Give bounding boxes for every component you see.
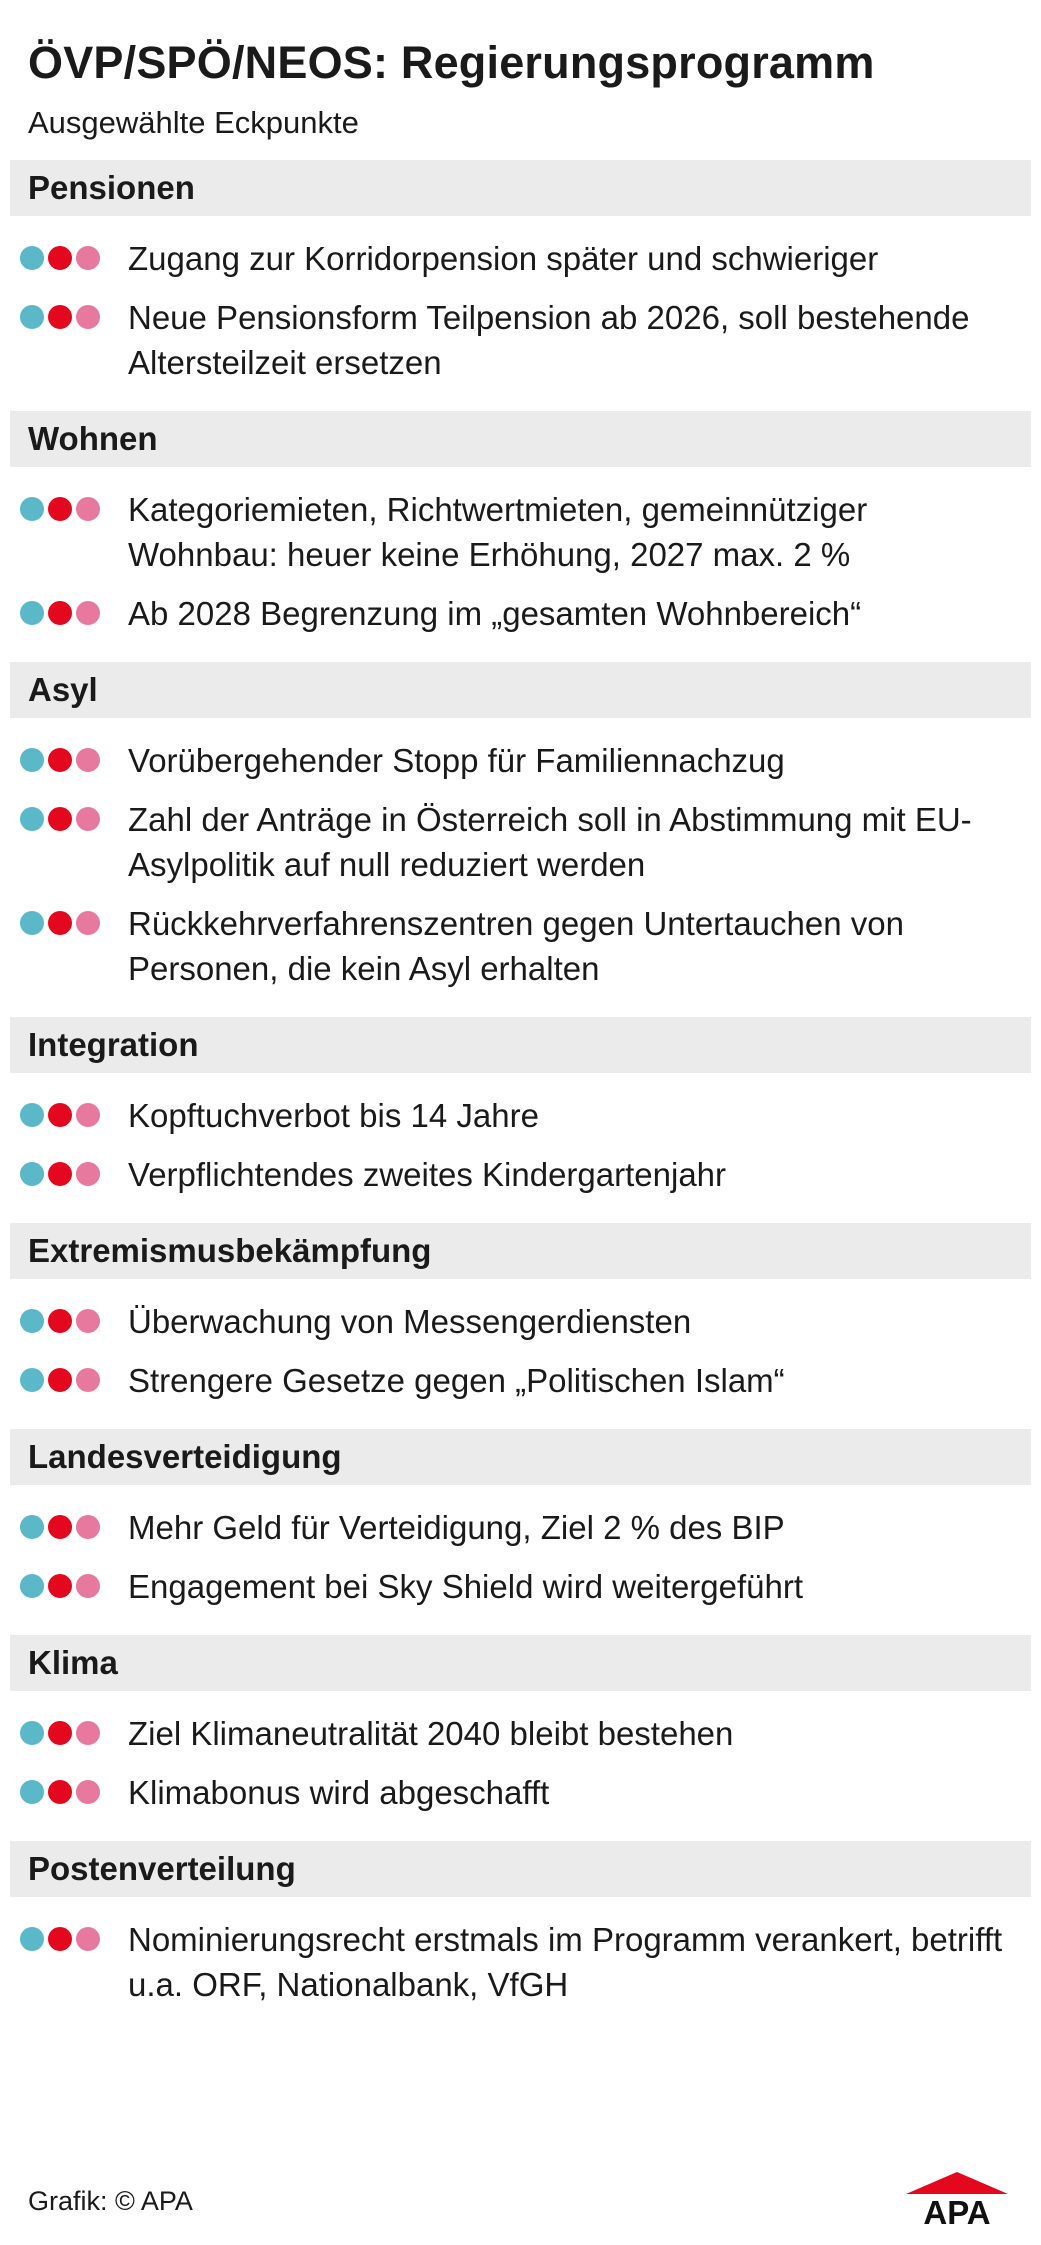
item-text: Überwachung von Messengerdiensten bbox=[128, 1303, 692, 1340]
item-text: Mehr Geld für Verteidigung, Ziel 2 % des BIP bbox=[128, 1509, 785, 1546]
oevp-dot-icon bbox=[20, 246, 44, 270]
section bbox=[10, 1429, 1031, 1609]
party-dots bbox=[10, 1711, 128, 1745]
neos-dot-icon bbox=[76, 497, 100, 521]
list-item bbox=[10, 1711, 1031, 1756]
list-item bbox=[10, 236, 1031, 281]
item-text: Vorübergehender Stopp für Familiennachzug bbox=[128, 742, 785, 779]
list-item bbox=[10, 1917, 1031, 2007]
item-text: Klimabonus wird abgeschafft bbox=[128, 1774, 550, 1811]
item-text: Rückkehrverfahrenszentren gegen Untertauchen von Personen, die kein Asyl erhalten bbox=[128, 905, 904, 987]
section-heading: Extremismusbekämpfung bbox=[10, 1223, 1031, 1279]
oevp-dot-icon bbox=[20, 911, 44, 935]
page-subtitle: Ausgewählte Eckpunkte bbox=[28, 105, 359, 140]
neos-dot-icon bbox=[76, 1927, 100, 1951]
item-text: Zugang zur Korridorpension später und schwieriger bbox=[128, 240, 879, 277]
neos-dot-icon bbox=[76, 1103, 100, 1127]
neos-dot-icon bbox=[76, 305, 100, 329]
item-text: Verpflichtendes zweites Kindergartenjahr bbox=[128, 1156, 727, 1193]
section-heading: Klima bbox=[10, 1635, 1031, 1691]
neos-dot-icon bbox=[76, 1515, 100, 1539]
item-text: Ziel Klimaneutralität 2040 bleibt bestehen bbox=[128, 1715, 734, 1752]
page-title: ÖVP/SPÖ/NEOS: Regierungsprogramm bbox=[28, 37, 875, 88]
list-item bbox=[10, 1152, 1031, 1197]
spoe-dot-icon bbox=[48, 1103, 72, 1127]
svg-text:APA: APA bbox=[923, 2194, 991, 2228]
apa-logo bbox=[898, 2172, 1016, 2228]
neos-dot-icon bbox=[76, 1721, 100, 1745]
party-dots bbox=[10, 487, 128, 521]
oevp-dot-icon bbox=[20, 1574, 44, 1598]
item-text: Kategoriemieten, Richtwertmieten, gemeinnütziger Wohnbau: heuer keine Erhöhung, 2027 max. 2 % bbox=[128, 491, 868, 573]
list-item bbox=[10, 1564, 1031, 1609]
section bbox=[10, 1841, 1031, 2007]
party-dots bbox=[10, 901, 128, 935]
list-item bbox=[10, 487, 1031, 577]
section-heading: Pensionen bbox=[10, 160, 1031, 216]
oevp-dot-icon bbox=[20, 497, 44, 521]
spoe-dot-icon bbox=[48, 807, 72, 831]
section-heading: Wohnen bbox=[10, 411, 1031, 467]
list-item bbox=[10, 901, 1031, 991]
oevp-dot-icon bbox=[20, 1103, 44, 1127]
item-text: Nominierungsrecht erstmals im Programm verankert, betrifft u.a. ORF, Nationalbank, VfGH bbox=[128, 1921, 1003, 2003]
neos-dot-icon bbox=[76, 246, 100, 270]
section bbox=[10, 1223, 1031, 1403]
oevp-dot-icon bbox=[20, 748, 44, 772]
oevp-dot-icon bbox=[20, 1721, 44, 1745]
spoe-dot-icon bbox=[48, 1574, 72, 1598]
party-dots bbox=[10, 1770, 128, 1804]
party-dots bbox=[10, 591, 128, 625]
oevp-dot-icon bbox=[20, 1162, 44, 1186]
neos-dot-icon bbox=[76, 1574, 100, 1598]
spoe-dot-icon bbox=[48, 601, 72, 625]
party-dots bbox=[10, 236, 128, 270]
neos-dot-icon bbox=[76, 748, 100, 772]
party-dots bbox=[10, 738, 128, 772]
section bbox=[10, 1635, 1031, 1815]
item-text: Zahl der Anträge in Österreich soll in Abstimmung mit EU-Asylpolitik auf null reduziert werden bbox=[128, 801, 972, 883]
list-item bbox=[10, 591, 1031, 636]
spoe-dot-icon bbox=[48, 1721, 72, 1745]
item-text: Ab 2028 Begrenzung im „gesamten Wohnbereich“ bbox=[128, 595, 862, 632]
section bbox=[10, 662, 1031, 991]
spoe-dot-icon bbox=[48, 1309, 72, 1333]
neos-dot-icon bbox=[76, 911, 100, 935]
party-dots bbox=[10, 1152, 128, 1186]
party-dots bbox=[10, 1358, 128, 1392]
spoe-dot-icon bbox=[48, 1515, 72, 1539]
list-item bbox=[10, 1093, 1031, 1138]
party-dots bbox=[10, 295, 128, 329]
sections-list bbox=[10, 160, 1031, 2007]
item-text: Strengere Gesetze gegen „Politischen Islam“ bbox=[128, 1362, 785, 1399]
spoe-dot-icon bbox=[48, 246, 72, 270]
spoe-dot-icon bbox=[48, 748, 72, 772]
section-heading: Landesverteidigung bbox=[10, 1429, 1031, 1485]
party-dots bbox=[10, 1505, 128, 1539]
spoe-dot-icon bbox=[48, 497, 72, 521]
oevp-dot-icon bbox=[20, 1780, 44, 1804]
oevp-dot-icon bbox=[20, 807, 44, 831]
list-item bbox=[10, 797, 1031, 887]
party-dots bbox=[10, 1299, 128, 1333]
section bbox=[10, 411, 1031, 636]
item-text: Kopftuchverbot bis 14 Jahre bbox=[128, 1097, 539, 1134]
oevp-dot-icon bbox=[20, 601, 44, 625]
spoe-dot-icon bbox=[48, 305, 72, 329]
list-item bbox=[10, 1299, 1031, 1344]
neos-dot-icon bbox=[76, 601, 100, 625]
spoe-dot-icon bbox=[48, 1927, 72, 1951]
oevp-dot-icon bbox=[20, 1515, 44, 1539]
section bbox=[10, 1017, 1031, 1197]
party-dots bbox=[10, 1917, 128, 1951]
spoe-dot-icon bbox=[48, 1162, 72, 1186]
neos-dot-icon bbox=[76, 1309, 100, 1333]
item-text: Neue Pensionsform Teilpension ab 2026, soll bestehende Altersteilzeit ersetzen bbox=[128, 299, 970, 381]
party-dots bbox=[10, 797, 128, 831]
list-item bbox=[10, 295, 1031, 385]
oevp-dot-icon bbox=[20, 305, 44, 329]
credit-text: Grafik: © APA bbox=[28, 2186, 193, 2216]
list-item bbox=[10, 1358, 1031, 1403]
list-item bbox=[10, 738, 1031, 783]
neos-dot-icon bbox=[76, 1162, 100, 1186]
neos-dot-icon bbox=[76, 1780, 100, 1804]
section-heading: Asyl bbox=[10, 662, 1031, 718]
list-item bbox=[10, 1505, 1031, 1550]
spoe-dot-icon bbox=[48, 1368, 72, 1392]
list-item bbox=[10, 1770, 1031, 1815]
spoe-dot-icon bbox=[48, 911, 72, 935]
item-text: Engagement bei Sky Shield wird weitergeführt bbox=[128, 1568, 804, 1605]
oevp-dot-icon bbox=[20, 1309, 44, 1333]
oevp-dot-icon bbox=[20, 1368, 44, 1392]
section bbox=[10, 160, 1031, 385]
section-heading: Integration bbox=[10, 1017, 1031, 1073]
neos-dot-icon bbox=[76, 807, 100, 831]
spoe-dot-icon bbox=[48, 1780, 72, 1804]
party-dots bbox=[10, 1564, 128, 1598]
oevp-dot-icon bbox=[20, 1927, 44, 1951]
neos-dot-icon bbox=[76, 1368, 100, 1392]
party-dots bbox=[10, 1093, 128, 1127]
section-heading: Postenverteilung bbox=[10, 1841, 1031, 1897]
